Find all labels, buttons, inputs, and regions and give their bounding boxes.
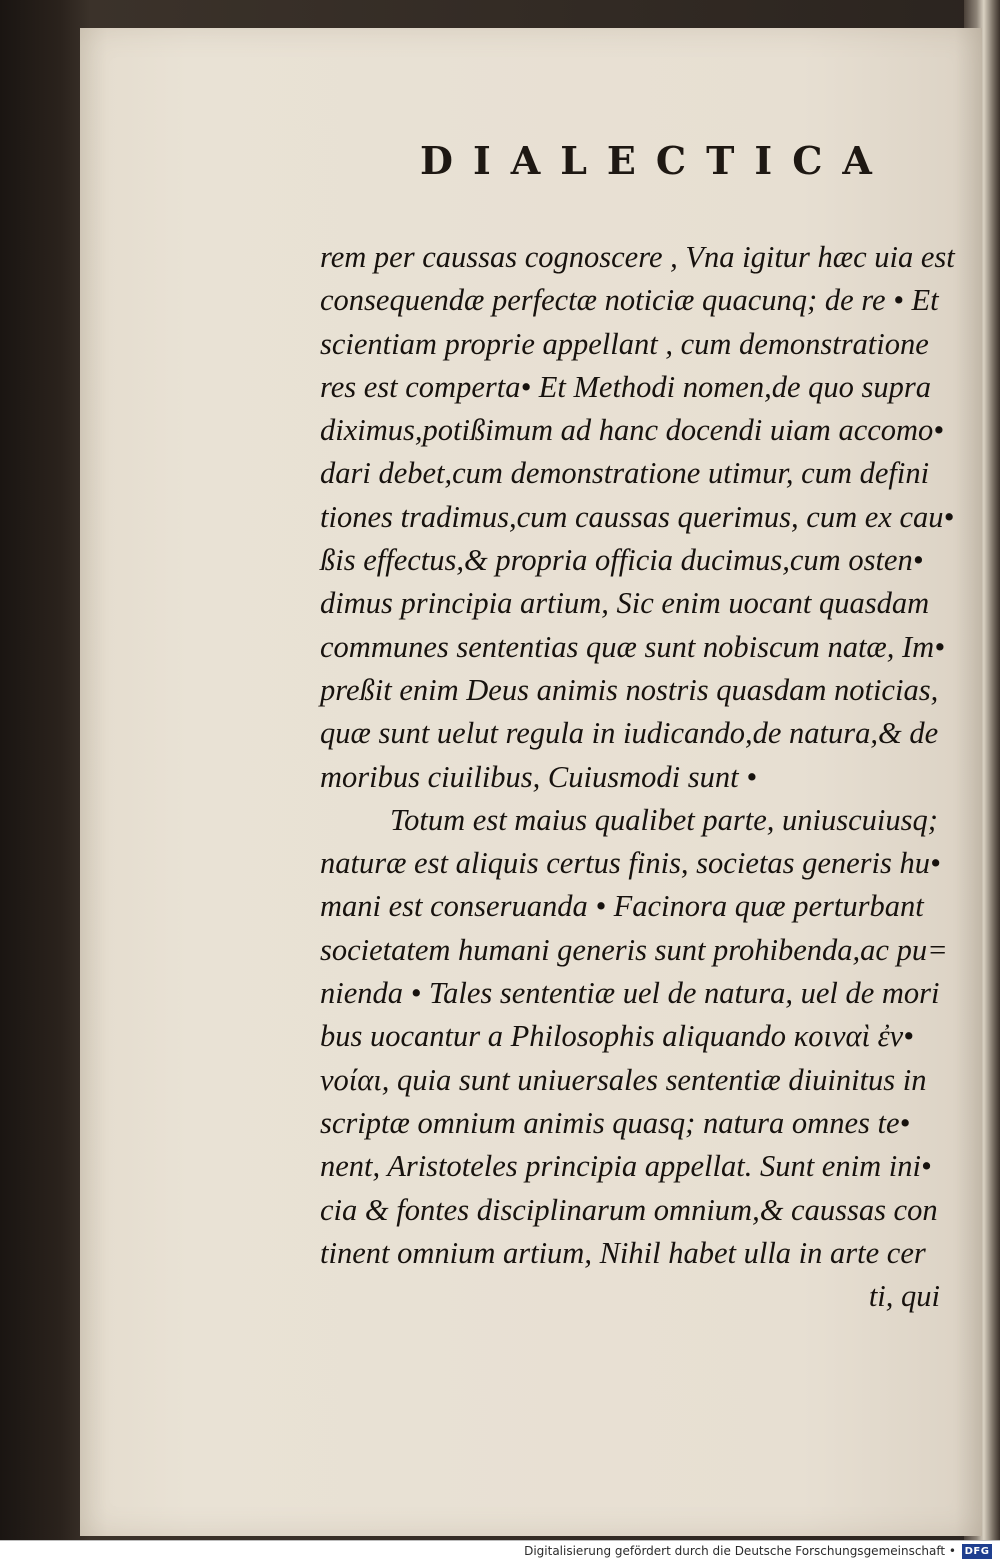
text-line: moribus ciuilibus, Cuiusmodi sunt •: [320, 759, 757, 794]
text-line: scientiam proprie appellant , cum demonstratione: [320, 326, 929, 361]
text-line: societatem humani generis sunt prohibenda,ac pu=: [320, 932, 948, 967]
text-line: tiones tradimus,cum caussas querimus, cum ex cau•: [320, 499, 955, 534]
text-line: mani est conseruanda • Facinora quæ perturbant: [320, 889, 924, 924]
text-line: dimus principia artium, Sic enim uocant quasdam: [320, 586, 930, 621]
text-line: nent, Aristoteles principia appellat. Sunt enim ini•: [320, 1149, 932, 1184]
text-line: quæ sunt uelut regula in iudicando,de natura,& de: [320, 716, 939, 751]
text-line: cia & fontes disciplinarum omnium,& caussas con: [320, 1192, 938, 1227]
text-line: νοίαι, quia sunt uniuersales sententiæ diuinitus in: [320, 1062, 927, 1097]
text-line: dari debet,cum demonstratione utimur, cum defini: [320, 456, 930, 491]
body-text: [320, 236, 980, 1318]
text-line: consequendæ perfectæ noticiæ quacunq; de re • Et: [320, 283, 939, 318]
running-head: DIALECTICA: [420, 138, 892, 183]
text-line: diximus,potißimum ad hanc docendi uiam accomo•: [320, 413, 944, 448]
book-page: [80, 28, 982, 1536]
text-line: bus uocantur a Philosophis aliquando κοιναὶ ἐν•: [320, 1019, 914, 1054]
text-line: res est comperta• Et Methodi nomen,de quo supra: [320, 369, 931, 404]
digitization-footer: [0, 1540, 1000, 1563]
dfg-logo-icon: DFG: [962, 1544, 992, 1559]
text-line: ßis effectus,& propria officia ducimus,cum osten•: [320, 543, 924, 578]
text-line: scriptæ omnium animis quasq; natura omnes te•: [320, 1105, 911, 1140]
text-line: communes sententias quæ sunt nobiscum natæ, Im•: [320, 629, 945, 664]
funding-credit: Digitalisierung gefördert durch die Deutsche Forschungsgemeinschaft •: [524, 1544, 956, 1558]
text-line: Totum est maius qualibet parte, uniuscuiusq;: [390, 802, 938, 837]
text-line: tinent omnium artium, Nihil habet ulla in arte cer: [320, 1235, 926, 1270]
text-line: preßit enim Deus animis nostris quasdam noticias,: [320, 672, 939, 707]
text-line: rem per caussas cognoscere , Vna igitur hæc uia est: [320, 240, 955, 274]
text-line: naturæ est aliquis certus finis, societas generis hu•: [320, 846, 941, 881]
catchword: ti, qui: [868, 1279, 940, 1314]
text-line: nienda • Tales sententiæ uel de natura, uel de mori: [320, 976, 940, 1011]
